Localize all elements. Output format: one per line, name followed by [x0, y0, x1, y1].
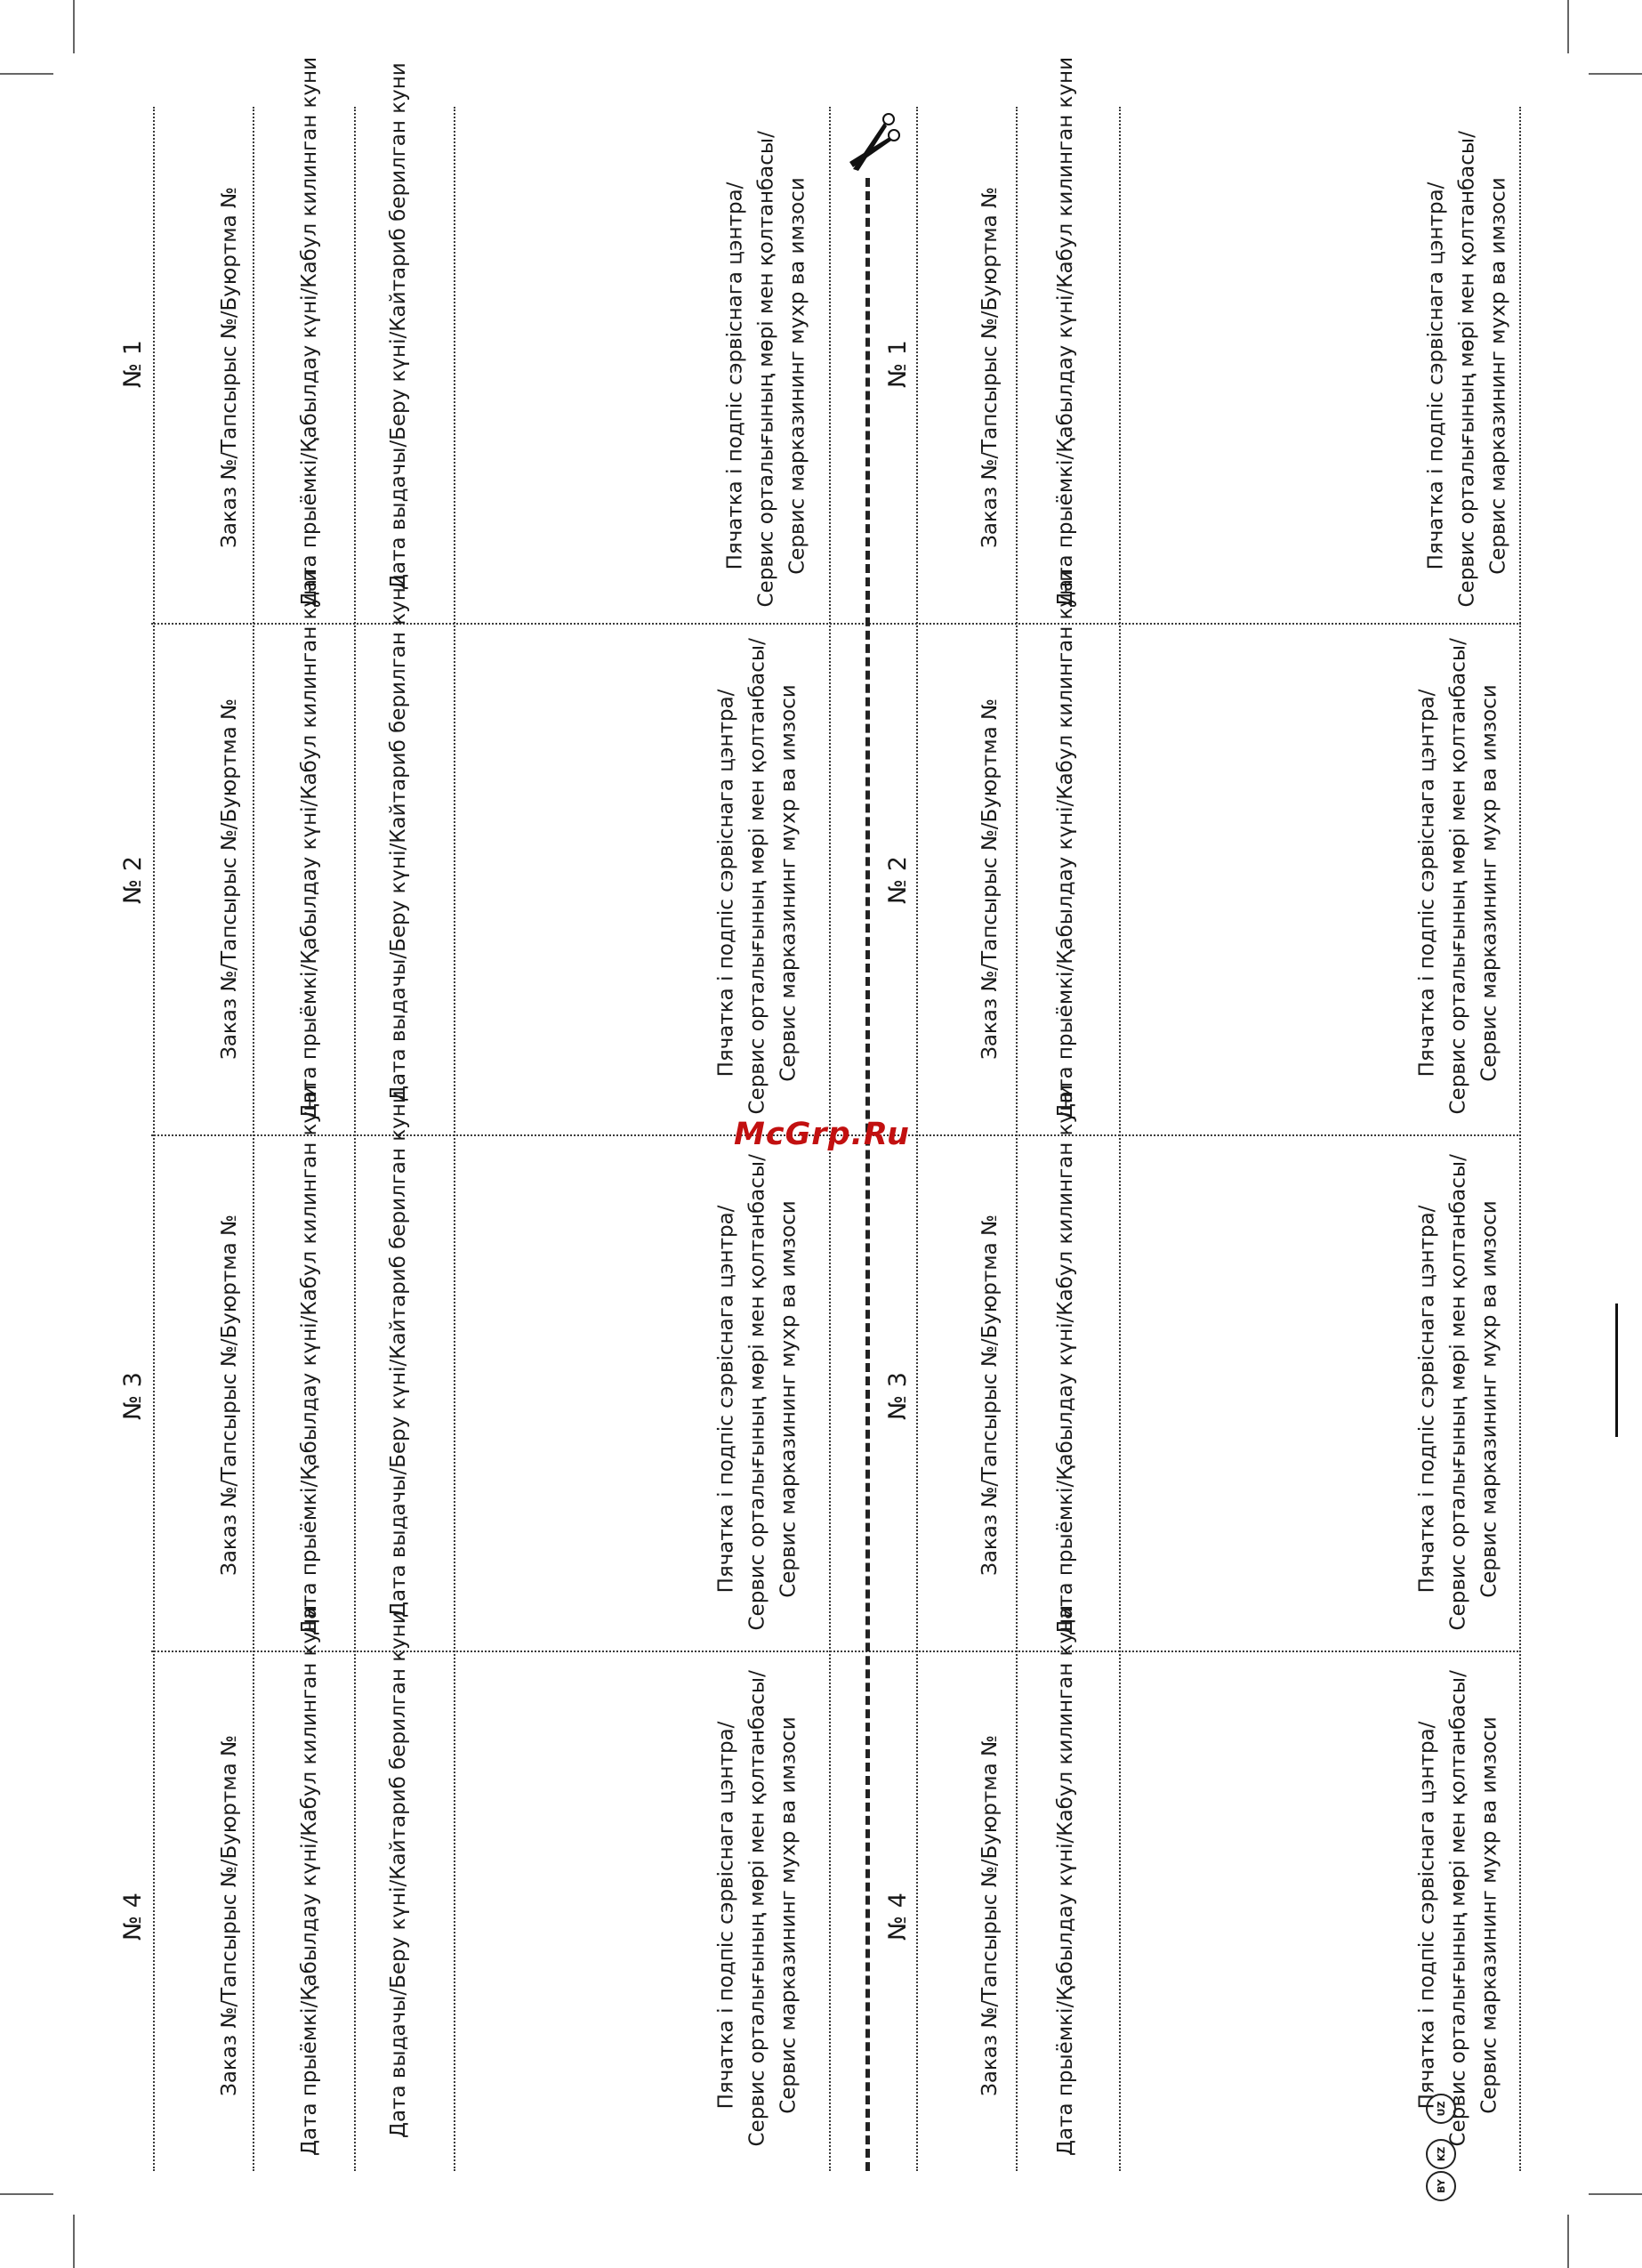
stamp-line-3: Сервис марказининг мухр ва имзоси	[785, 177, 809, 575]
crop-mark	[1567, 2215, 1569, 2268]
stamp-line-2: Сервис орталығының мөрі мен қолтанбасы/	[745, 1670, 769, 2147]
stamp-line-1: Пячатка і подпіс сэрвіснага цэнтра/	[714, 689, 738, 1078]
crop-mark	[73, 2215, 75, 2268]
order-label: Заказ №/Тапсырыс №/Буюртма №	[218, 1735, 241, 2096]
coupon-number: № 1	[119, 340, 147, 388]
stamp-line-2: Сервис орталығының мөрі мен қолтанбасы/	[745, 638, 769, 1115]
divider	[1519, 107, 1521, 2171]
crop-mark	[0, 73, 53, 75]
printer-mark	[1615, 1303, 1618, 1437]
date-received-label: Дата прыёмкі/Қабылдау күні/Кабул килинган куни	[1054, 1604, 1077, 2156]
date-received-label: Дата прыёмкі/Қабылдау күні/Кабул килинган куни	[1054, 56, 1077, 608]
divider	[1119, 107, 1121, 2171]
coupon-number: № 2	[884, 856, 912, 904]
date-issued-label: Дата выдачы/Беру күні/Кайтариб берилган куни	[387, 1610, 410, 2138]
scissors-icon	[833, 107, 905, 196]
coupon-border	[151, 623, 1521, 625]
stamp-line-1: Пячатка і подпіс сэрвіснага цэнтра/	[714, 1205, 738, 1594]
coupon-number: № 3	[884, 1372, 912, 1420]
language-badge-kz: KZ	[1426, 2139, 1456, 2169]
crop-mark	[1567, 0, 1569, 53]
watermark: McGrp.Ru	[734, 1117, 910, 1152]
divider	[253, 107, 254, 2171]
stamp-line-3: Сервис марказининг мухр ва имзоси	[777, 1200, 801, 1598]
date-received-label: Дата прыёмкі/Қабылдау күні/Кабул килинган куни	[1054, 568, 1077, 1119]
stamp-line-2: Сервис орталығының мөрі мен қолтанбасы/	[1446, 638, 1470, 1115]
stamp-signature-label	[712, 1670, 805, 2147]
order-label: Заказ №/Тапсырыс №/Буюртма №	[978, 187, 1002, 548]
coupon-number: № 1	[884, 340, 912, 388]
crop-mark	[0, 2193, 53, 2195]
coupon-number: № 4	[119, 1893, 147, 1941]
date-issued-label: Дата выдачы/Беру күні/Кайтариб берилган куни	[387, 62, 410, 590]
stamp-signature-label	[720, 131, 814, 608]
divider	[354, 107, 356, 2171]
stamp-signature-label	[1421, 131, 1515, 608]
stamp-line-2: Сервис орталығының мөрі мен қолтанбасы/	[1446, 1670, 1470, 2147]
stamp-line-3: Сервис марказининг мухр ва имзоси	[1477, 684, 1501, 1082]
crop-mark	[1589, 73, 1642, 75]
date-received-label: Дата прыёмкі/Қабылдау күні/Кабул килинган куни	[298, 1084, 321, 1635]
coupon-number: № 3	[119, 1372, 147, 1420]
coupon-number: № 4	[884, 1893, 912, 1941]
stamp-line-1: Пячатка і подпіс сэрвіснага цэнтра/	[1424, 182, 1448, 570]
date-received-label: Дата прыёмкі/Қабылдау күні/Кабул килинган куни	[298, 1604, 321, 2156]
coupon-border	[151, 1651, 1521, 1652]
stamp-line-3: Сервис марказининг мухр ва имзоси	[1486, 177, 1510, 575]
stamp-signature-label	[1413, 638, 1506, 1115]
stamp-line-1: Пячатка і подпіс сэрвіснага цэнтра/	[1415, 1205, 1439, 1594]
cut-line	[865, 178, 870, 2171]
divider	[153, 107, 155, 2171]
stamp-line-2: Сервис орталығының мөрі мен қолтанбасы/	[1446, 1154, 1470, 1631]
crop-mark	[73, 0, 75, 53]
language-badge-uz: UZ	[1426, 2094, 1456, 2124]
stamp-line-3: Сервис марказининг мухр ва имзоси	[1477, 1716, 1501, 2114]
stamp-line-1: Пячатка і подпіс сэрвіснага цэнтра/	[714, 1721, 738, 2110]
order-label: Заказ №/Тапсырыс №/Буюртма №	[978, 1735, 1002, 2096]
order-label: Заказ №/Тапсырыс №/Буюртма №	[218, 698, 241, 1060]
stamp-line-1: Пячатка і подпіс сэрвіснага цэнтра/	[1415, 1721, 1439, 2110]
date-received-label: Дата прыёмкі/Қабылдау күні/Кабул килинган куни	[298, 568, 321, 1119]
language-badge-by: BY	[1426, 2171, 1456, 2201]
order-label: Заказ №/Тапсырыс №/Буюртма №	[978, 1215, 1002, 1576]
stamp-line-3: Сервис марказининг мухр ва имзоси	[777, 684, 801, 1082]
order-label: Заказ №/Тапсырыс №/Буюртма №	[218, 187, 241, 548]
date-issued-label: Дата выдачы/Беру күні/Кайтариб берилган куни	[387, 1090, 410, 1618]
stamp-line-2: Сервис орталығының мөрі мен қолтанбасы/	[1455, 131, 1479, 608]
stamp-signature-label	[712, 638, 805, 1115]
stamp-signature-label	[712, 1154, 805, 1631]
divider	[1016, 107, 1018, 2171]
stamp-line-2: Сервис орталығының мөрі мен қолтанбасы/	[754, 131, 778, 608]
crop-mark	[1589, 2193, 1642, 2195]
stamp-line-3: Сервис марказининг мухр ва имзоси	[777, 1716, 801, 2114]
stamp-signature-label	[1413, 1154, 1506, 1631]
date-received-label: Дата прыёмкі/Қабылдау күні/Кабул килинган куни	[1054, 1084, 1077, 1635]
stamp-line-1: Пячатка і подпіс сэрвіснага цэнтра/	[723, 182, 747, 570]
divider	[454, 107, 455, 2171]
stamp-signature-label	[1413, 1670, 1506, 2147]
order-label: Заказ №/Тапсырыс №/Буюртма №	[218, 1215, 241, 1576]
date-issued-label: Дата выдачы/Беру күні/Кайтариб берилган куни	[387, 574, 410, 1102]
stamp-line-3: Сервис марказининг мухр ва имзоси	[1477, 1200, 1501, 1598]
date-received-label: Дата прыёмкі/Қабылдау күні/Кабул килинган куни	[298, 56, 321, 608]
stamp-line-1: Пячатка і подпіс сэрвіснага цэнтра/	[1415, 689, 1439, 1078]
divider	[916, 107, 918, 2171]
order-label: Заказ №/Тапсырыс №/Буюртма №	[978, 698, 1002, 1060]
coupon-number: № 2	[119, 856, 147, 904]
stamp-line-2: Сервис орталығының мөрі мен қолтанбасы/	[745, 1154, 769, 1631]
